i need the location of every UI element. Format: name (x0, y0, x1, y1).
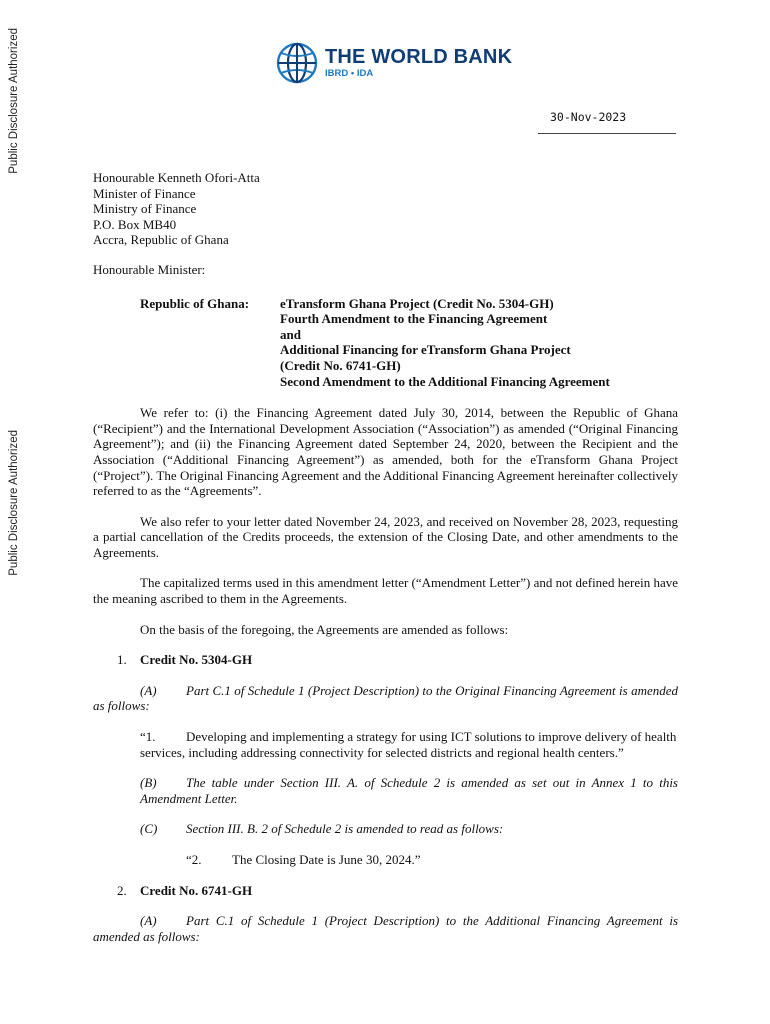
amendment-clause (93, 913, 678, 944)
body-paragraph: We refer to: (i) the Financing Agreement dated July 30, 2014, between the Republic of Ghana (“Recipient”) and the International Development Association (“Association”) as amended (“Original Financing Agreement”); and (ii) the Financing Agreement dated September 24, 2020, between the Recipient and the Association (“Additional Financing Agreement”) as amended, both for the eTransform Ghana Project (“Project”). The Original Financing Agreement and the Additional Financing Agreement hereinafter collectively referred to as the “Agreements”. (93, 405, 678, 499)
subject-block (93, 296, 678, 390)
logo-title: THE WORLD BANK (325, 45, 513, 68)
address-line: Minister of Finance (93, 185, 196, 201)
section-title: Credit No. 5304-GH (140, 652, 253, 668)
subject-line: Second Amendment to the Additional Financing Agreement (280, 373, 610, 389)
clause-text: Part C.1 of Schedule 1 (Project Description) to the Additional Financing Agreement is amended as follows: (93, 913, 678, 944)
clause-lead: (C) (140, 821, 158, 837)
clause-lead: (A) (140, 682, 157, 698)
quote-text: The Closing Date is June 30, 2024.” (232, 852, 421, 867)
subject-line: and (280, 326, 301, 342)
disclosure-stamp-top: Public Disclosure Authorized (8, 28, 20, 174)
amendment-clause (93, 683, 678, 714)
disclosure-stamp-middle: Public Disclosure Authorized (8, 430, 20, 576)
recipient-address (93, 170, 678, 248)
letter-date: 30-Nov-2023 (550, 110, 627, 124)
section-1-heading (93, 652, 678, 668)
body-paragraph: The capitalized terms used in this amendment letter (“Amendment Letter”) and not defined herein have the meaning ascribed to them in the Agreements. (93, 575, 678, 607)
world-bank-logo (275, 41, 512, 85)
quote-lead: “2. (186, 852, 202, 867)
subject-label: Republic of Ghana: (140, 295, 250, 311)
section-number: 1. (117, 652, 127, 668)
quote-lead: “1. (140, 729, 156, 745)
subject-line: (Credit No. 6741-GH) (280, 357, 401, 373)
letter-body (93, 170, 678, 944)
address-line: P.O. Box MB40 (93, 216, 177, 232)
date-block (538, 110, 678, 134)
body-paragraph: We also refer to your letter dated November 24, 2023, and received on November 28, 2023, requesting a partial cancellation of the Credits proceeds, the extension of the Closing Date, and other amendments to the Agreements. (93, 513, 678, 560)
section-number: 2. (117, 882, 127, 898)
salutation: Honourable Minister: (93, 261, 206, 277)
address-line: Honourable Kenneth Ofori-Atta (93, 170, 260, 185)
body-paragraph: On the basis of the foregoing, the Agreements are amended as follows: (140, 621, 509, 637)
address-line: Ministry of Finance (93, 201, 197, 217)
clause-lead: (A) (140, 913, 157, 929)
quoted-text (140, 729, 678, 760)
section-title: Credit No. 6741-GH (140, 882, 253, 898)
globe-icon (275, 41, 319, 85)
amendment-clause (140, 821, 678, 837)
clause-lead: (B) (140, 775, 157, 791)
amendment-clause (140, 775, 678, 806)
date-underline (538, 133, 676, 134)
logo-subtitle: IBRD • IDA (325, 67, 374, 79)
address-line: Accra, Republic of Ghana (93, 232, 229, 248)
subject-line: eTransform Ghana Project (Credit No. 5304-GH) (280, 295, 554, 311)
quoted-closing-date (186, 852, 678, 868)
clause-text: The table under Section III. A. of Schedule 2 is amended as set out in Annex 1 to this Amendment Letter. (140, 775, 678, 806)
section-2-heading (93, 883, 678, 899)
clause-text: Part C.1 of Schedule 1 (Project Description) to the Original Financing Agreement is amended as follows: (93, 682, 678, 714)
subject-lines (280, 296, 610, 390)
quote-text: Developing and implementing a strategy for using ICT solutions to improve delivery of health services, including addressing connectivity for selected districts and regional health centers.” (140, 729, 677, 760)
subject-line: Fourth Amendment to the Financing Agreement (280, 311, 548, 327)
subject-line: Additional Financing for eTransform Ghana Project (280, 342, 571, 358)
clause-text: Section III. B. 2 of Schedule 2 is amended to read as follows: (186, 821, 504, 837)
